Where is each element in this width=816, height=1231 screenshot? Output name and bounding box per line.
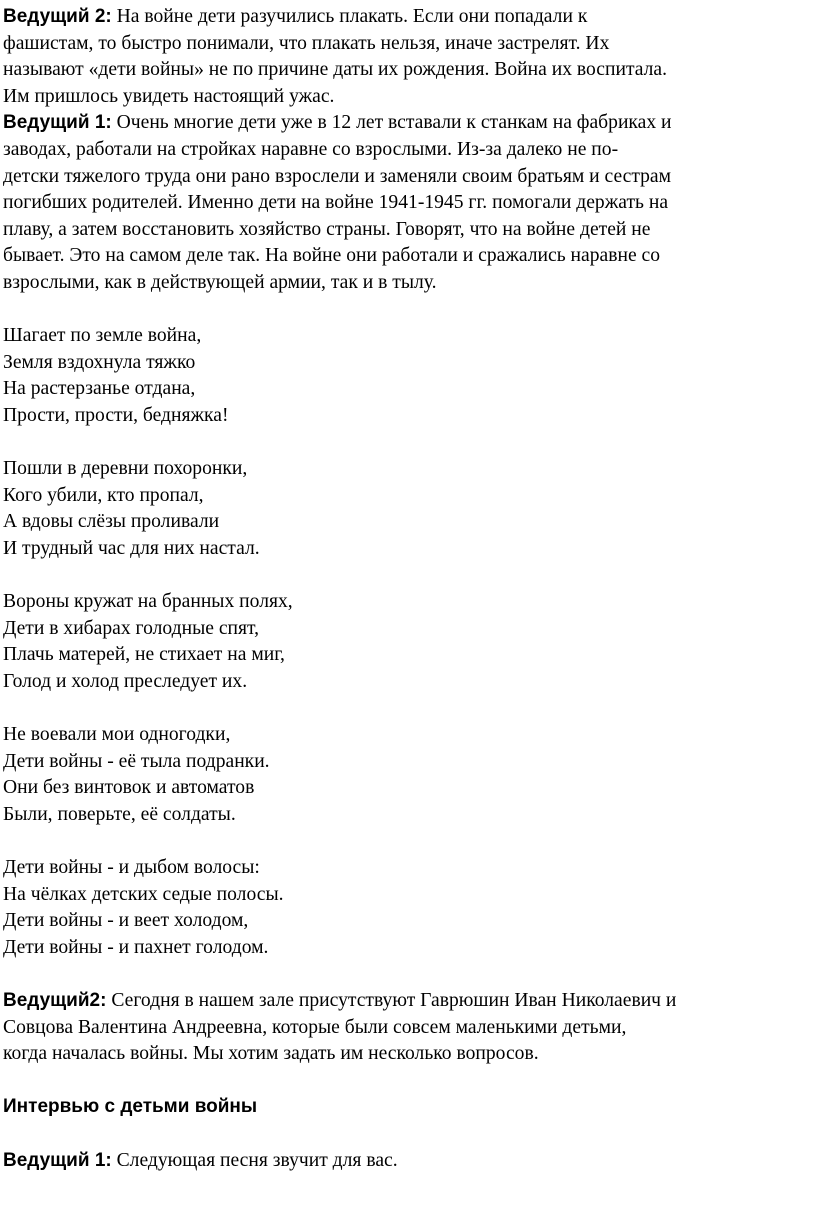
text-line: заводах, работали на стройках наравне со взрослыми. Из-за далеко не по- [3, 138, 619, 160]
poem-line: На растерзанье отдана, [3, 378, 196, 400]
speaker-label: Ведущий2: [3, 989, 107, 1011]
text-line: Совцова Валентина Андреевна, которые были совсем маленькими детьми, [3, 1016, 627, 1038]
blank-line [3, 1121, 813, 1148]
blank-line [3, 695, 813, 722]
poem-line: Дети войны - её тыла подранки. [3, 750, 270, 772]
poem-stanza [3, 456, 813, 562]
dialogue-paragraph [3, 988, 813, 1068]
poem-line: Вороны кружат на бранных полях, [3, 591, 293, 613]
poem-stanza [3, 323, 813, 429]
text-line: фашистам, то быстро понимали, что плакать нельзя, иначе застрелят. Их [3, 32, 610, 54]
poem-line: Были, поверьте, её солдаты. [3, 803, 236, 825]
poem-line: Земля вздохнула тяжко [3, 351, 196, 373]
document-page [3, 4, 813, 1174]
poem-line: Плачь матерей, не стихает на миг, [3, 644, 285, 666]
blank-line [3, 961, 813, 988]
text-line: взрослыми, как в действующей армии, так и в тылу. [3, 271, 437, 293]
text-line: плаву, а затем восстановить хозяйство страны. Говорят, что на войне детей не [3, 218, 651, 240]
blank-line [3, 297, 813, 324]
poem-line: Дети войны - и дыбом волосы: [3, 857, 260, 878]
poem-line: Не воевали мои одногодки, [3, 724, 231, 746]
poem-line: Голод и холод преследует их. [3, 670, 248, 692]
poem-line: Они без винтовок и автоматов [3, 777, 255, 799]
poem-line: Дети войны - и веет холодом, [3, 910, 249, 932]
text-line: Ведущий 1: Следующая песня звучит для вас. [3, 1149, 398, 1171]
poem-stanza [3, 855, 813, 961]
poem-line: Шагает по земле война, [3, 325, 202, 347]
blank-line [3, 430, 813, 457]
poem-line: И трудный час для них настал. [3, 537, 260, 559]
text-line: называют «дети войны» не по причине даты их рождения. Война их воспитала. [3, 59, 668, 81]
poem-stanza [3, 722, 813, 828]
blank-line [3, 562, 813, 589]
poem-line: А вдовы слёзы проливали [3, 511, 220, 533]
dialogue-paragraph [3, 4, 813, 110]
dialogue-paragraph [3, 1148, 813, 1175]
speaker-label: Ведущий 2: [3, 6, 112, 27]
speaker-label: Ведущий 1: [3, 1149, 112, 1171]
text-line: когда началась войны. Мы хотим задать им несколько вопросов. [3, 1043, 539, 1065]
text-line: Ведущий 2: На войне дети разучились плакать. Если они попадали к [3, 6, 588, 27]
poem-line: Пошли в деревни похоронки, [3, 458, 248, 480]
text-line: бывает. Это на самом деле так. На войне они работали и сражались наравне со [3, 245, 661, 267]
dialogue-paragraph [3, 110, 813, 296]
section-heading: Интервью с детьми войны [3, 1096, 258, 1118]
poem-line: Дети войны - и пахнет голодом. [3, 936, 269, 958]
poem-line: На чёлках детских седые полосы. [3, 883, 284, 905]
text-line: Ведущий2: Сегодня в нашем зале присутствуют Гаврюшин Иван Николаевич и [3, 989, 677, 1011]
poem-line: Прости, прости, бедняжка! [3, 404, 229, 426]
text-line: Им пришлось увидеть настоящий ужас. [3, 85, 335, 107]
text-line: погибших родителей. Именно дети на войне 1941-1945 гг. помогали держать на [3, 192, 669, 214]
blank-line [3, 828, 813, 855]
text-line: детски тяжелого труда они рано взрослели и заменяли своим братьям и сестрам [3, 165, 672, 187]
poem-stanza [3, 589, 813, 695]
text-line: Ведущий 1: Очень многие дети уже в 12 лет вставали к станкам на фабриках и [3, 112, 672, 134]
blank-line [3, 1068, 813, 1095]
speaker-label: Ведущий 1: [3, 112, 112, 134]
poem-line: Кого убили, кто пропал, [3, 484, 204, 506]
poem-line: Дети в хибарах голодные спят, [3, 617, 260, 639]
